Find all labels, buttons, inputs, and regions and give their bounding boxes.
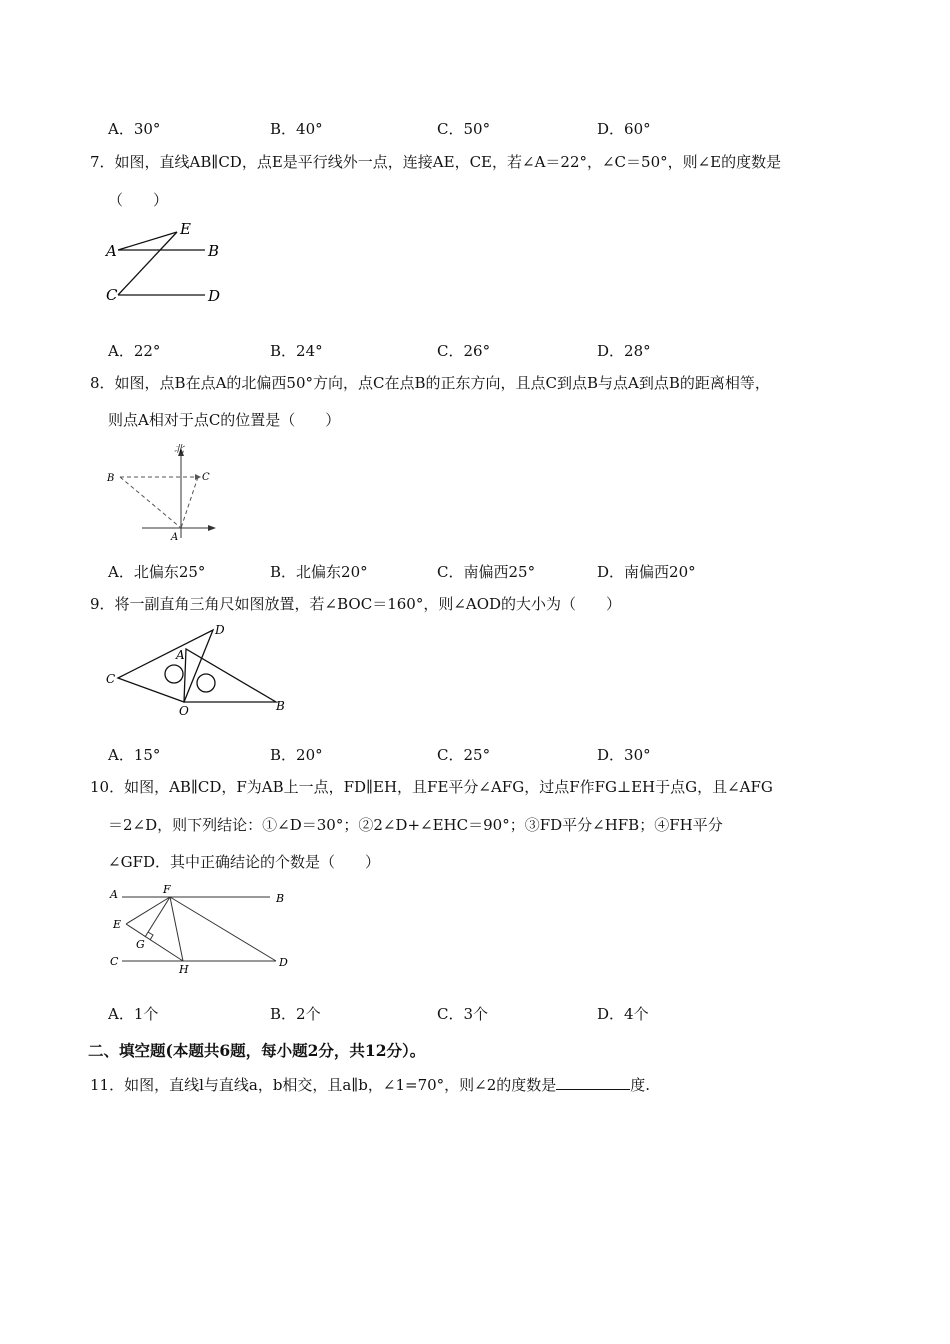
q9-option-a: A．15° bbox=[108, 746, 161, 764]
q10-label-e: E bbox=[113, 918, 122, 931]
q8-number: 8． bbox=[90, 374, 115, 392]
q9-option-c: C．25° bbox=[437, 746, 491, 764]
q9-stem bbox=[90, 597, 621, 612]
q8-c-arrowhead bbox=[195, 474, 201, 480]
q8-label-a: A bbox=[171, 532, 179, 543]
q9-number: 9． bbox=[90, 595, 115, 613]
q11-answer-blank[interactable] bbox=[556, 1075, 630, 1090]
q7-label-a: A bbox=[106, 242, 117, 260]
q7-text: 如图，直线AB∥CD，点E是平行线外一点，连接AE，CE，若∠A＝22°，∠C＝50°，则∠E的度数是 bbox=[114, 153, 782, 171]
q9-label-a: A bbox=[176, 648, 185, 662]
q9-circle-right bbox=[197, 674, 215, 692]
q8-label-b: B bbox=[107, 473, 115, 484]
q9-text: 将一副直角三角尺如图放置，若∠BOC＝160°，则∠AOD的大小为（ ） bbox=[114, 595, 622, 613]
q9-label-b: B bbox=[276, 699, 285, 713]
q10-label-d: D bbox=[279, 956, 288, 969]
q10-stem-line3: ∠GFD．其中正确结论的个数是（ ） bbox=[108, 853, 380, 871]
q7-option-c: C．26° bbox=[437, 342, 491, 360]
q9-option-d: D．30° bbox=[597, 746, 651, 764]
q11-text-after: 度. bbox=[630, 1076, 651, 1094]
q10-number: 10． bbox=[90, 778, 125, 796]
q7-option-d: D．28° bbox=[597, 342, 651, 360]
q6-option-b: B．40° bbox=[270, 120, 323, 138]
q10-option-d: D．4个 bbox=[597, 1005, 649, 1023]
q6-option-c: C．50° bbox=[437, 120, 491, 138]
q10-label-c: C bbox=[110, 955, 119, 968]
q11-text-before: 如图，直线l与直线a，b相交，且a∥b，∠1=70°，则∠2的度数是 bbox=[124, 1076, 557, 1094]
q10-option-c: C．3个 bbox=[437, 1005, 489, 1023]
q8-stem-line2: 则点A相对于点C的位置是（ ） bbox=[108, 411, 341, 429]
q7-label-e: E bbox=[180, 220, 191, 238]
q7-figure bbox=[100, 218, 240, 308]
q7-stem bbox=[90, 155, 781, 170]
q10-label-f: F bbox=[163, 883, 171, 896]
q8-stem-line1 bbox=[90, 376, 770, 391]
q9-figure bbox=[100, 620, 300, 720]
q6-option-a: A．30° bbox=[108, 120, 161, 138]
q10-label-a: A bbox=[110, 888, 118, 901]
q11-number: 11． bbox=[90, 1076, 125, 1094]
q8-option-d: D．南偏西20° bbox=[597, 563, 696, 581]
section-fill-in-title: 二、填空题(本题共6题，每小题2分，共12分）。 bbox=[88, 1041, 426, 1060]
q7-number: 7． bbox=[90, 153, 115, 171]
q8-option-a: A．北偏东25° bbox=[108, 563, 206, 581]
q9-label-o: O bbox=[179, 704, 189, 718]
q10-stem-line2: ＝2∠D，则下列结论：①∠D＝30°；②2∠D+∠EHC＝90°；③FD平分∠HFB；④FH平分 bbox=[108, 816, 723, 834]
q8-figure bbox=[100, 440, 230, 545]
q10-label-g: G bbox=[136, 938, 145, 951]
q9-option-b: B．20° bbox=[270, 746, 323, 764]
q10-label-b: B bbox=[276, 892, 285, 905]
q7-label-d: D bbox=[208, 287, 221, 305]
q6-option-d: D．60° bbox=[597, 120, 651, 138]
q8-text-line1: 如图，点B在点A的北偏西50°方向，点C在点B的正东方向，且点C到点B与点A到点B的距离相等， bbox=[114, 374, 770, 392]
q8-label-north: 北 bbox=[174, 444, 184, 455]
q9-label-c: C bbox=[106, 672, 116, 686]
q8-east-arrowhead bbox=[208, 525, 216, 531]
q7-option-b: B．24° bbox=[270, 342, 323, 360]
q7-label-c: C bbox=[106, 286, 118, 304]
q7-label-b: B bbox=[208, 242, 220, 260]
q9-label-d: D bbox=[215, 623, 225, 637]
q10-stem-line1 bbox=[90, 780, 773, 795]
q7-paren: （ ） bbox=[108, 191, 169, 209]
q10-label-h: H bbox=[179, 963, 189, 976]
q11-stem bbox=[90, 1075, 650, 1093]
q7-option-a: A．22° bbox=[108, 342, 161, 360]
q10-text-line1: 如图，AB∥CD，F为AB上一点，FD∥EH，且FE平分∠AFG，过点F作FG⊥EH于点G，且∠AFG bbox=[124, 778, 773, 796]
q8-label-c: C bbox=[202, 472, 210, 483]
q10-option-b: B．2个 bbox=[270, 1005, 321, 1023]
q9-circle-left bbox=[165, 665, 183, 683]
q8-option-c: C．南偏西25° bbox=[437, 563, 536, 581]
q10-figure bbox=[100, 880, 300, 980]
q8-option-b: B．北偏东20° bbox=[270, 563, 368, 581]
q10-option-a: A．1个 bbox=[108, 1005, 159, 1023]
